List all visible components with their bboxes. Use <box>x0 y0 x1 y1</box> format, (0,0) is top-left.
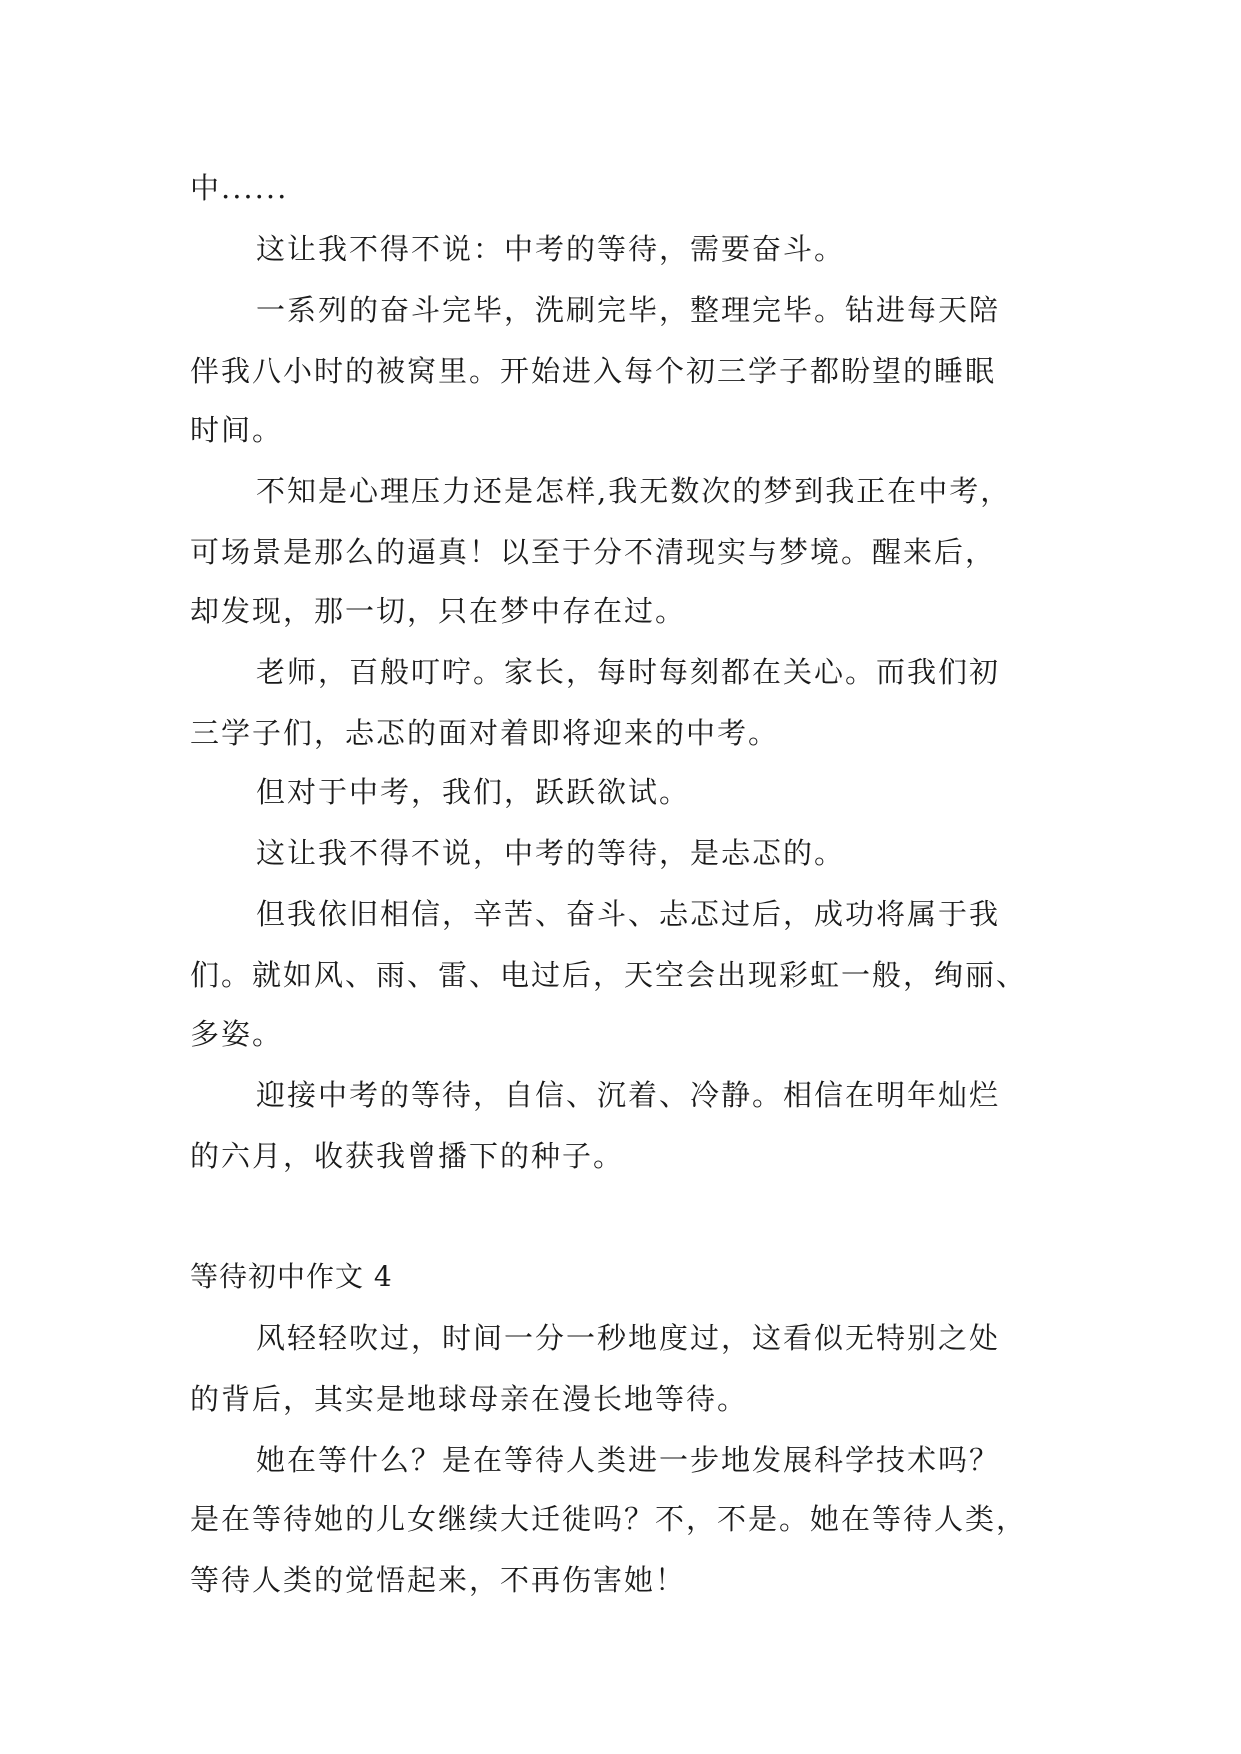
paragraph-line: 老师，百般叮咛。家长，每时每刻都在关心。而我们初 <box>256 655 1001 689</box>
paragraph-line: 的背后，其实是地球母亲在漫长地等待。 <box>190 1382 749 1416</box>
paragraph-line: 但我依旧相信，辛苦、奋斗、忐忑过后，成功将属于我 <box>256 897 1001 931</box>
paragraph-line: 风轻轻吹过，时间一分一秒地度过，这看似无特别之处 <box>256 1321 1001 1355</box>
paragraph-line: 时间。 <box>190 413 284 447</box>
paragraph-line: 的六月，收获我曾播下的种子。 <box>190 1139 625 1173</box>
paragraph-line: 迎接中考的等待，自信、沉着、冷静。相信在明年灿烂 <box>256 1078 1001 1112</box>
paragraph-line: 等待人类的觉悟起来，不再伤害她！ <box>190 1563 687 1597</box>
paragraph-line: 可场景是那么的逼真！以至于分不清现实与梦境。醒来后， <box>190 535 997 569</box>
paragraph-line: 她在等什么？是在等待人类进一步地发展科学技术吗？ <box>256 1443 1001 1477</box>
paragraph-line: 这让我不得不说：中考的等待，需要奋斗。 <box>256 232 846 266</box>
paragraph-line: 一系列的奋斗完毕，洗刷完毕，整理完毕。钻进每天陪 <box>256 293 1001 327</box>
paragraph-line: 中...... <box>190 171 289 205</box>
paragraph-line: 不知是心理压力还是怎样,我无数次的梦到我正在中考， <box>256 474 1012 508</box>
paragraph-line: 是在等待她的儿女继续大迁徙吗？不，不是。她在等待人类， <box>190 1502 1028 1536</box>
paragraph-line: 这让我不得不说，中考的等待，是忐忑的。 <box>256 836 846 870</box>
paragraph-line: 伴我八小时的被窝里。开始进入每个初三学子都盼望的睡眠 <box>190 354 997 388</box>
section-heading: 等待初中作文 4 <box>190 1260 393 1293</box>
paragraph-line: 但对于中考，我们，跃跃欲试。 <box>256 775 691 809</box>
paragraph-line: 三学子们，忐忑的面对着即将迎来的中考。 <box>190 716 780 750</box>
paragraph-line: 却发现，那一切，只在梦中存在过。 <box>190 594 687 628</box>
paragraph-line: 多姿。 <box>190 1017 284 1051</box>
paragraph-line: 们。就如风、雨、雷、电过后，天空会出现彩虹一般，绚丽、 <box>190 958 1028 992</box>
